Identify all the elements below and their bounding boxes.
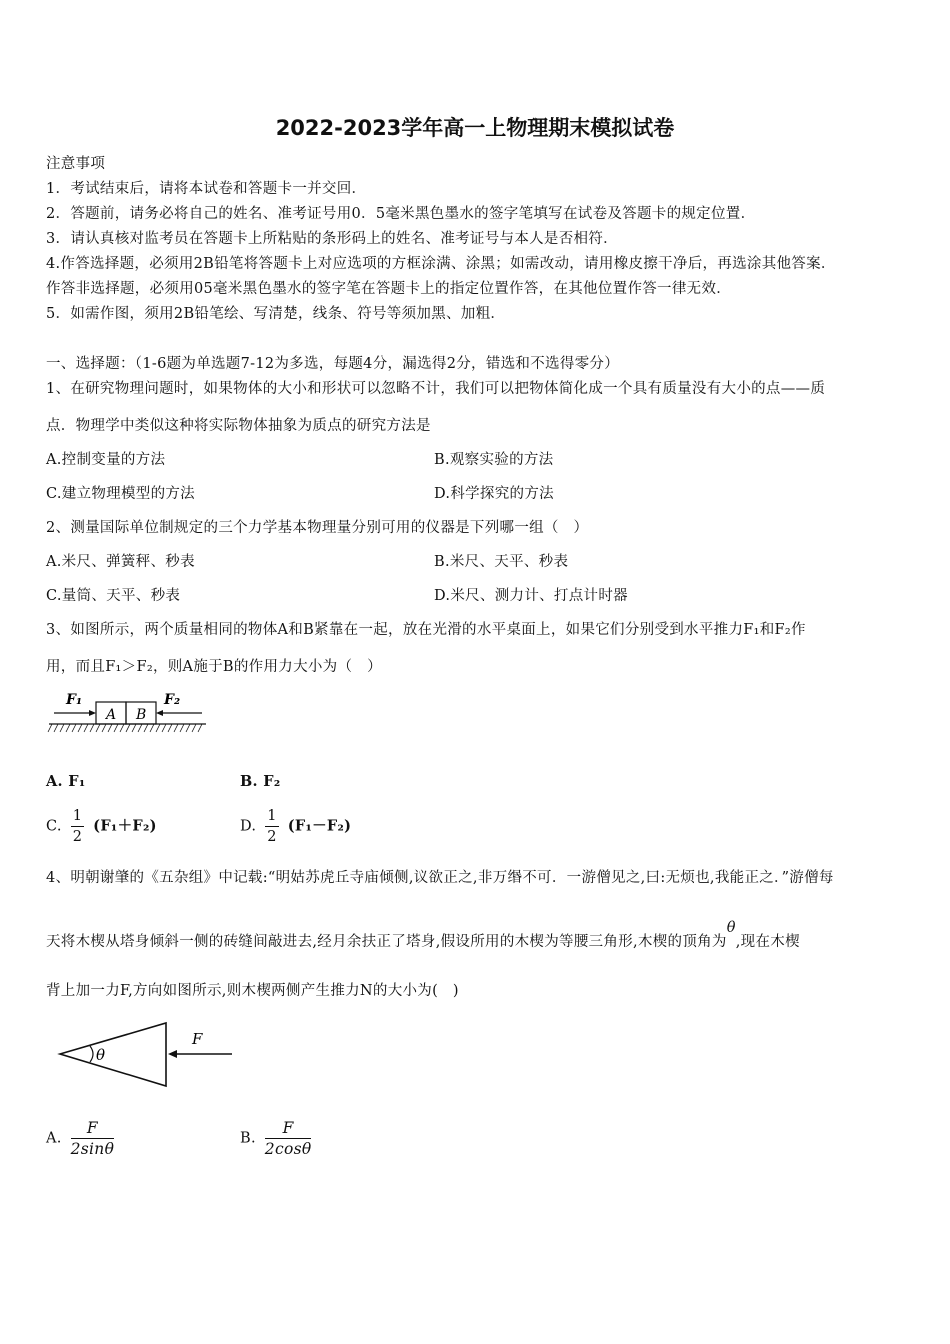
notice-item-5: 5．如需作图，须用2B铅笔绘、写清楚，线条、符号等须加黑、加粗． xyxy=(46,306,506,322)
f2-arrow xyxy=(156,710,163,716)
q2-option-c: C.量筒、天平、秒表 xyxy=(46,588,181,604)
q1-option-c: C.建立物理模型的方法 xyxy=(46,486,195,502)
wedge xyxy=(60,1023,166,1086)
q4-line3: 背上加一力F,方向如图所示,则木楔两侧产生推力N的大小为( ) xyxy=(46,983,459,999)
q3-option-c-prefix: C. xyxy=(46,818,62,835)
q4-option-a-prefix: A. xyxy=(46,1130,62,1147)
q1-option-b: B.观察实验的方法 xyxy=(434,452,554,468)
page-title: 2022-2023学年高一上物理期末模拟试卷 xyxy=(275,116,675,140)
q2-stem: 2、测量国际单位制规定的三个力学基本物理量分别可用的仪器是下列哪一组（ ） xyxy=(46,520,589,536)
q4-figure xyxy=(46,1012,246,1102)
f2-label: F₂ xyxy=(164,692,181,708)
block-a-label: A xyxy=(106,707,117,723)
half-fraction: $\frac{1}{2}$ xyxy=(72,808,83,845)
f1-label: F₁ xyxy=(66,692,83,708)
q4-option-b xyxy=(240,1118,315,1159)
q2-option-d: D.米尺、测力计、打点计时器 xyxy=(434,588,628,604)
q3-line1: 3、如图所示，两个质量相同的物体A和B紧靠在一起，放在光滑的水平桌面上，如果它们分别受到水平推力F₁和F₂作 xyxy=(46,622,806,638)
q4-option-b-prefix: B. xyxy=(240,1130,256,1147)
q3-option-d-expr: (F₁－F₂) xyxy=(287,817,352,835)
q1-option-d: D.科学探究的方法 xyxy=(434,486,554,502)
notice-heading: 注意事项 xyxy=(46,156,106,172)
notice-item-4: 4.作答选择题，必须用2B铅笔将答题卡上对应选项的方框涂满、涂黑；如需改动，请用橡皮擦干净后，再选涂其他答案． xyxy=(46,256,836,272)
q4-line2: 天将木楔从塔身倾斜一侧的砖缝间敲进去,经月余扶正了塔身,假设所用的木楔为等腰三角形,木楔的顶角为θ,现在木楔 xyxy=(46,920,800,950)
wedge-angle-label: θ xyxy=(96,1046,106,1064)
q1-option-a: A.控制变量的方法 xyxy=(46,452,166,468)
half-fraction: $\frac{1}{2}$ xyxy=(267,808,277,845)
q3-option-a: A. F₁ xyxy=(46,773,86,790)
notice-item-4b: 作答非选择题，必须用05毫米黑色墨水的签字笔在答题卡上的指定位置作答，在其他位置作答一律无效． xyxy=(46,281,732,297)
q3-figure xyxy=(46,686,216,736)
q3-option-d-prefix: D. xyxy=(240,818,257,835)
q1-line2: 点．物理学中类似这种将实际物体抽象为质点的研究方法是 xyxy=(46,418,431,434)
q4-option-b-fraction: $\frac{F}{2\cos\theta}$ xyxy=(264,1119,312,1158)
section-heading: 一、选择题：（1-6题为单选题7-12为多选，每题4分，漏选得2分，错选和不选得零分） xyxy=(46,356,620,372)
q2-option-b: B.米尺、天平、秒表 xyxy=(434,554,569,570)
q2-option-a: A.米尺、弹簧秤、秒表 xyxy=(46,554,195,570)
q3-option-d xyxy=(240,806,351,847)
notice-item-3: 3．请认真核对监考员在答题卡上所粘贴的条形码上的姓名、准考证号与本人是否相符． xyxy=(46,231,618,247)
q3-option-b: B. F₂ xyxy=(240,773,281,790)
f1-arrow xyxy=(89,710,96,716)
theta-symbol: θ xyxy=(726,920,736,936)
q3-option-c xyxy=(46,806,157,847)
force-arrow xyxy=(168,1050,177,1058)
force-label: F xyxy=(192,1030,203,1048)
q4-option-a xyxy=(46,1118,118,1159)
q3-option-c-expr: (F₁＋F₂) xyxy=(93,817,157,835)
notice-item-1: 1．考试结束后，请将本试卷和答题卡一并交回． xyxy=(46,181,367,197)
block-b-label: B xyxy=(136,707,147,723)
q4-line1: 4、明朝谢肇的《五杂组》中记载:“明姑苏虎丘寺庙倾侧,议欲正之,非万缗不可．一游僧见之,曰:无烦也,我能正之．”游僧每 xyxy=(46,870,834,886)
q3-line2: 用，而且F₁＞F₂，则A施于B的作用力大小为（ ） xyxy=(46,659,382,675)
q1-line1: 1、在研究物理问题时，如果物体的大小和形状可以忽略不计，我们可以把物体简化成一个具有质量没有大小的点——质 xyxy=(46,381,826,397)
q4-option-a-fraction: $\frac{F}{2\sin\theta}$ xyxy=(70,1119,115,1158)
notice-item-2: 2．答题前，请务必将自己的姓名、准考证号用0．5毫米黑色墨水的签字笔填写在试卷及答题卡的规定位置． xyxy=(46,206,756,222)
